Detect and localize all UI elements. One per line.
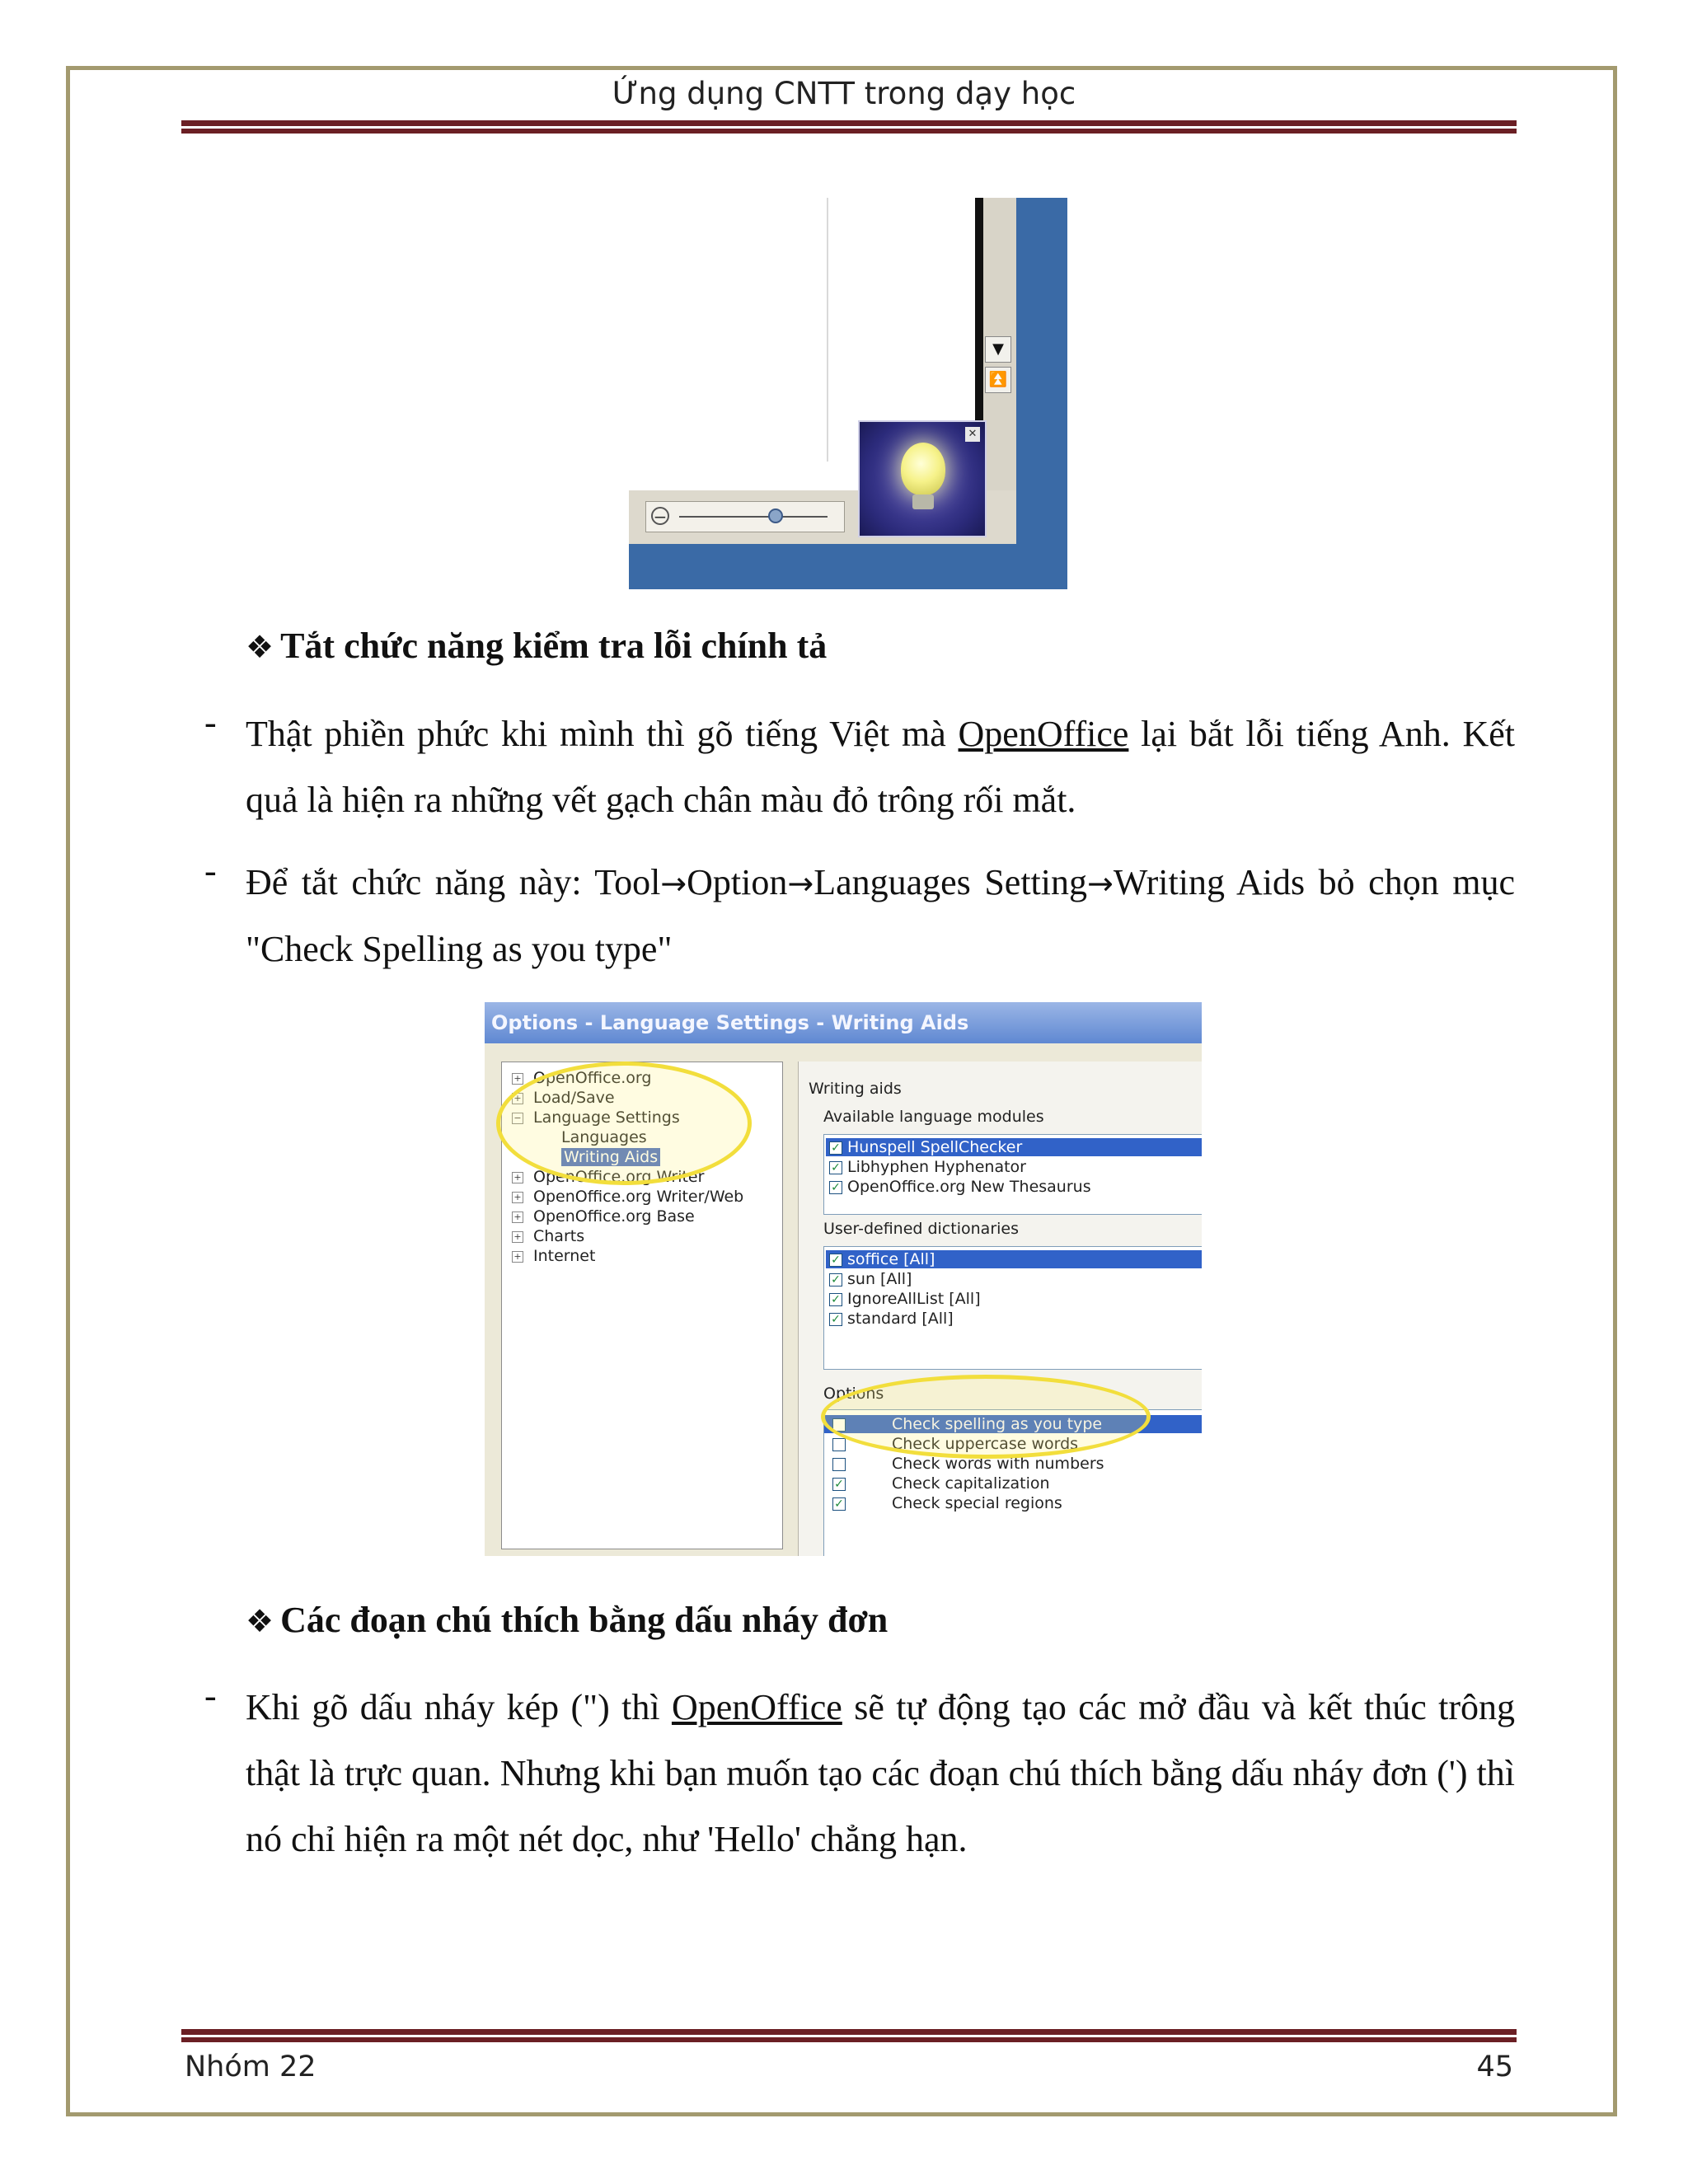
screenshot-options-dialog [485,1002,1202,1556]
checkbox-checked-icon[interactable]: ✓ [829,1313,842,1326]
tree-label: Internet [533,1247,596,1265]
highlight-circle-tree [496,1062,752,1185]
scrollbar-edge [975,198,983,429]
writing-aids-panel [798,1062,1202,1556]
zoom-knob[interactable] [768,509,783,523]
header-title: Ứng dụng CNTT trong dạy học [612,76,1076,111]
checkbox-unchecked-icon[interactable] [832,1438,846,1451]
arrow-right-icon: → [660,865,687,902]
module-label: Hunspell SpellChecker [847,1138,1023,1156]
dictionary-item[interactable] [829,1290,981,1308]
section-heading-spellcheck [246,625,827,667]
openoffice-link[interactable]: OpenOffice [958,714,1129,754]
tree-label: OpenOffice.org Base [533,1207,695,1226]
screenshot-tip-bulb [629,198,1067,589]
checkbox-checked-icon[interactable]: ✓ [829,1254,842,1267]
tip-balloon[interactable] [858,420,987,537]
tree-label: OpenOffice.org Writer/Web [533,1188,744,1206]
footer-group: Nhóm 22 [185,2050,316,2083]
scroll-down-button[interactable]: ▼ [985,336,1011,363]
checkbox-checked-icon[interactable]: ✓ [829,1161,842,1174]
dictionary-label: soffice [All] [847,1250,935,1268]
tree-label: Charts [533,1227,585,1245]
text-run: Languages Setting [814,862,1087,902]
tree-item-internet[interactable] [512,1247,595,1265]
zoom-slider[interactable] [645,501,845,532]
dictionaries-list[interactable] [823,1246,1202,1370]
module-item[interactable] [829,1178,1091,1196]
zoom-track [679,516,828,518]
tree-item-base[interactable] [512,1207,695,1226]
tree-item-writer-web[interactable] [512,1188,743,1206]
list-bullet: - [204,1675,217,1716]
option-check-capitalization[interactable] [832,1474,1050,1493]
option-label: Check uppercase words [892,1435,1079,1453]
tree-label: Language Settings [533,1108,680,1127]
tree-item-languages[interactable]: Languages [561,1128,647,1146]
lightbulb-icon [901,443,945,495]
tree-label: OpenOffice.org Writer [533,1168,705,1186]
heading-text: Tắt chức năng kiểm tra lỗi chính tả [280,626,828,666]
text-run: sẽ tự động tạo các mở đầu và kết thúc trông thật là trực quan. Nhưng khi bạn muốn tạo các đoạn chú thích bằng dấu nháy đơn (') thì nó chỉ hiện ra một nét dọc, như 'Hello' chẳng hạn. [246,1687,1515,1859]
option-label: Check words with numbers [892,1455,1104,1473]
desktop-background-bottom [629,544,1067,589]
page-number: 45 [1476,2050,1513,2083]
scroll-page-button[interactable]: ⏫ [985,367,1011,393]
openoffice-link[interactable]: OpenOffice [671,1687,842,1727]
tree-label: Load/Save [533,1089,615,1107]
tree-item-charts[interactable] [512,1227,584,1245]
close-icon[interactable]: ✕ [965,427,980,442]
writing-aids-label: Writing aids [809,1080,902,1098]
checkbox-checked-icon[interactable]: ✓ [832,1478,846,1491]
module-item[interactable] [829,1158,1026,1176]
text-run: Option [687,862,788,902]
lightbulb-base [912,494,934,509]
checkbox-checked-icon[interactable]: ✓ [829,1293,842,1306]
option-label: Check spelling as you type [892,1415,1103,1433]
document-edge-line [827,198,828,462]
footer-rule [181,2029,1517,2042]
checkbox-checked-icon[interactable]: ✓ [829,1141,842,1155]
module-label: Libhyphen Hyphenator [847,1158,1026,1176]
heading-text: Các đoạn chú thích bằng dấu nháy đơn [280,1600,889,1640]
dictionary-item[interactable] [826,1250,1202,1268]
section-heading-single-quotes [246,1599,888,1641]
dictionary-item[interactable] [829,1270,912,1288]
desktop-background-right [1016,198,1067,589]
paragraph-spellcheck-steps [246,850,1515,982]
text-run: Khi gõ dấu nháy kép (") thì [246,1687,672,1727]
list-bullet: - [204,851,217,891]
diamond-bullet-icon: ❖ [246,1603,274,1639]
header-rule [181,120,1517,134]
expand-icon[interactable]: + [512,1251,523,1263]
expand-icon[interactable]: + [512,1093,523,1104]
text-run: Để tắt chức năng này: Tool [246,862,661,902]
highlight-circle-options [821,1375,1151,1459]
checkbox-checked-icon[interactable]: ✓ [829,1181,842,1194]
dictionaries-label: User-defined dictionaries [823,1220,1019,1238]
module-label: OpenOffice.org New Thesaurus [847,1178,1091,1196]
tree-item-writing-aids[interactable]: Writing Aids [561,1148,660,1166]
module-item[interactable] [826,1138,1202,1156]
option-label: Check capitalization [892,1474,1050,1493]
collapse-icon[interactable]: − [512,1113,523,1124]
option-check-special-regions[interactable] [832,1494,1062,1512]
text-run: Writing Aids bỏ chọn mục "Check Spelling as you type" [246,862,1515,969]
expand-icon[interactable]: + [512,1192,523,1203]
text-run: lại bắt lỗi tiếng Anh. Kết quả là hiện ra những vết gạch chân màu đỏ trông rối mắt. [246,714,1515,820]
text-run: Thật phiền phức khi mình thì gõ tiếng Việt mà [246,714,959,754]
dictionary-item[interactable] [829,1310,954,1328]
diamond-bullet-icon: ❖ [246,629,274,665]
option-label: Check special regions [892,1494,1062,1512]
zoom-out-icon[interactable]: − [651,507,669,525]
arrow-right-icon: → [1087,865,1114,902]
tree-label: OpenOffice.org [533,1069,652,1087]
arrow-right-icon: → [787,865,814,902]
checkbox-unchecked-icon[interactable] [832,1458,846,1471]
checkbox-checked-icon[interactable]: ✓ [832,1497,846,1511]
modules-label: Available language modules [823,1108,1044,1126]
expand-icon[interactable]: + [512,1172,523,1183]
paragraph-spellcheck-intro [246,701,1515,833]
dictionary-label: standard [All] [847,1310,954,1328]
list-bullet: - [204,702,217,743]
paragraph-single-quotes [246,1675,1515,1872]
dialog-titlebar: Options - Language Settings - Writing Aids [485,1002,1202,1043]
expand-icon[interactable]: + [512,1073,523,1085]
expand-icon[interactable]: + [512,1212,523,1223]
dictionary-label: IgnoreAllList [All] [847,1290,981,1308]
options-label: Options [823,1385,884,1403]
dictionary-label: sun [All] [847,1270,912,1288]
checkbox-checked-icon[interactable]: ✓ [829,1273,842,1286]
modules-list[interactable] [823,1134,1202,1215]
expand-icon[interactable]: + [512,1231,523,1243]
